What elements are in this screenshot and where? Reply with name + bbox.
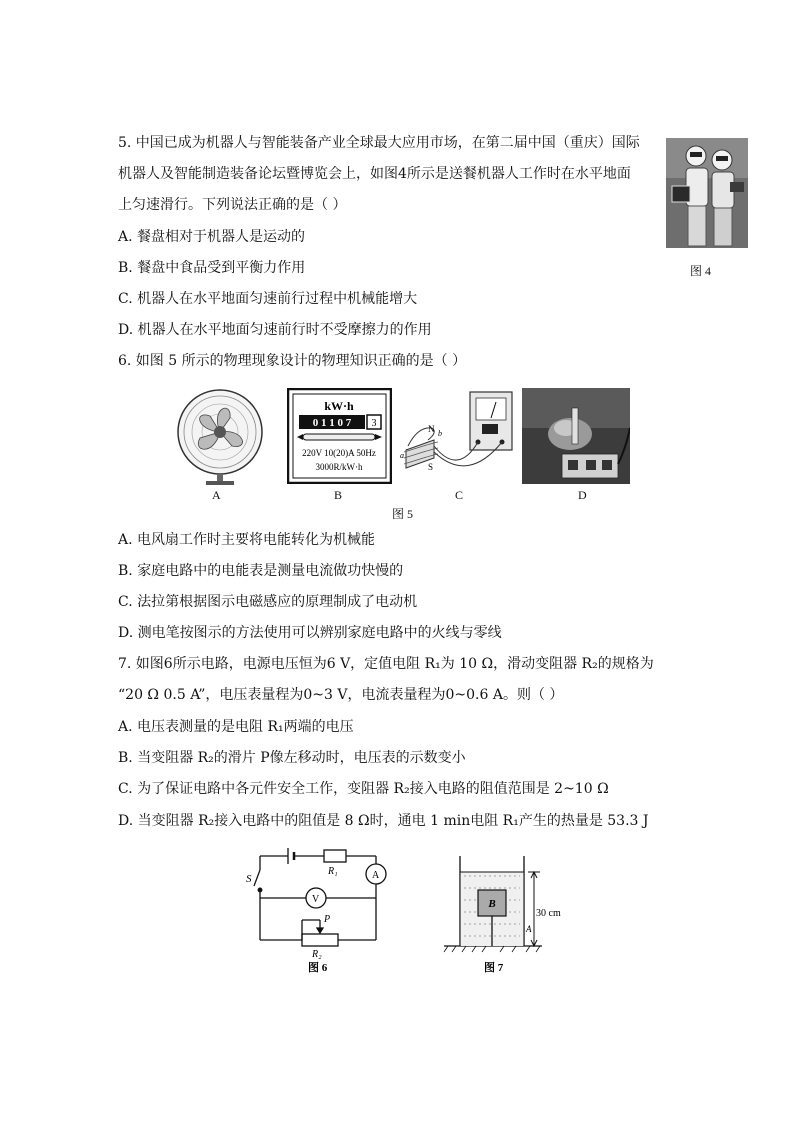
- fig6-r1-label: R₁: [328, 866, 338, 877]
- figure-5a-label: A: [212, 488, 221, 502]
- q5-stem-line-3: 上匀速滑行。下列说法正确的是（ ）: [118, 197, 347, 213]
- q7-option-c: C. 为了保证电路中各元件安全工作，变阻器 R₂接入电路的阻值范围是 2~10 Ω: [118, 781, 609, 797]
- figure-5-caption: 图 5: [392, 507, 414, 521]
- q7-stem-line-2: “20 Ω 0.5 A”，电压表量程为0~3 V，电流表量程为0~0.6 A。则（ ）: [118, 687, 564, 703]
- magnet-n-label: N: [428, 424, 435, 434]
- magnet-b-label: b: [438, 429, 442, 438]
- meter-rate: 3000R/kW·h: [315, 462, 363, 472]
- meter-reading: 0 1 1 0 7: [312, 417, 352, 429]
- q5-option-b: B. 餐盘中食品受到平衡力作用: [118, 260, 306, 276]
- figure-5c-electromagnetic-induction: [398, 388, 516, 484]
- q5-stem-line-2: 机器人及智能制造装备论坛暨博览会上，如图4所示是送餐机器人工作时在水平地面: [118, 166, 631, 182]
- q5-option-d: D. 机器人在水平地面匀速前行时不受摩擦力的作用: [118, 322, 432, 338]
- figure-6-caption: 图 6: [308, 962, 328, 974]
- meter-last-digit: 3: [371, 418, 377, 429]
- q5-option-a: A. 餐盘相对于机器人是运动的: [118, 229, 306, 245]
- magnet-s-label: S: [428, 462, 434, 472]
- q5-stem-line-1: 5. 中国已成为机器人与智能装备产业全球最大应用市场，在第二届中国（重庆）国际: [118, 135, 640, 151]
- meter-spec: 220V 10(20)A 50Hz: [302, 448, 376, 458]
- q7-option-b: B. 当变阻器 R₂的滑片 P像左移动时，电压表的示数变小: [118, 750, 466, 766]
- q5-option-c: C. 机器人在水平地面匀速前行过程中机械能增大: [118, 291, 418, 307]
- q6-option-d: D. 测电笔按图示的方法使用可以辨别家庭电路中的火线与零线: [118, 625, 502, 641]
- figure-5a-electric-fan: [170, 388, 280, 486]
- fig7-block-label: B: [488, 898, 496, 910]
- figure-5b-energy-meter: [287, 388, 392, 484]
- q7-stem-line-1: 7. 如图6所示电路，电源电压恒为6 V，定值电阻 R₁为 10 Ω，滑动变阻器 R₂的规格为: [118, 656, 654, 672]
- fig6-r2-label: R₂: [312, 949, 322, 960]
- q6-option-b: B. 家庭电路中的电能表是测量电流做功快慢的: [118, 563, 404, 579]
- figure-7-container: [440, 842, 570, 974]
- q6-option-c: C. 法拉第根据图示电磁感应的原理制成了电动机: [118, 594, 418, 610]
- fig6-ammeter-label: A: [372, 870, 380, 881]
- figure-6-circuit: [240, 842, 400, 974]
- figure-5b-label: B: [334, 488, 343, 502]
- fig7-height-label: 30 cm: [536, 908, 561, 919]
- fig6-slider-label: P: [324, 914, 331, 925]
- figure-5d-label: D: [578, 488, 587, 502]
- magnet-a-label: a: [400, 451, 404, 460]
- figure-4-robot-photo: [666, 138, 748, 248]
- figure-5d-test-pen-photo: [522, 388, 630, 484]
- fig6-switch-label: S: [246, 873, 252, 885]
- figure-5c-label: C: [455, 488, 464, 502]
- q7-option-a: A. 电压表测量的是电阻 R₁两端的电压: [118, 719, 354, 735]
- meter-unit: kW·h: [324, 399, 354, 413]
- fig7-a-label: A: [526, 924, 532, 934]
- q6-stem: 6. 如图 5 所示的物理现象设计的物理知识正确的是（ ）: [118, 353, 467, 369]
- figure-4-caption: 图 4: [690, 264, 712, 278]
- q6-option-a: A. 电风扇工作时主要将电能转化为机械能: [118, 532, 376, 548]
- fig6-voltmeter-label: V: [312, 894, 320, 905]
- figure-7-caption: 图 7: [484, 962, 504, 974]
- q7-option-d: D. 当变阻器 R₂接入电路中的阻值是 8 Ω时，通电 1 min电阻 R₁产生的热量是 53.3 J: [118, 813, 649, 829]
